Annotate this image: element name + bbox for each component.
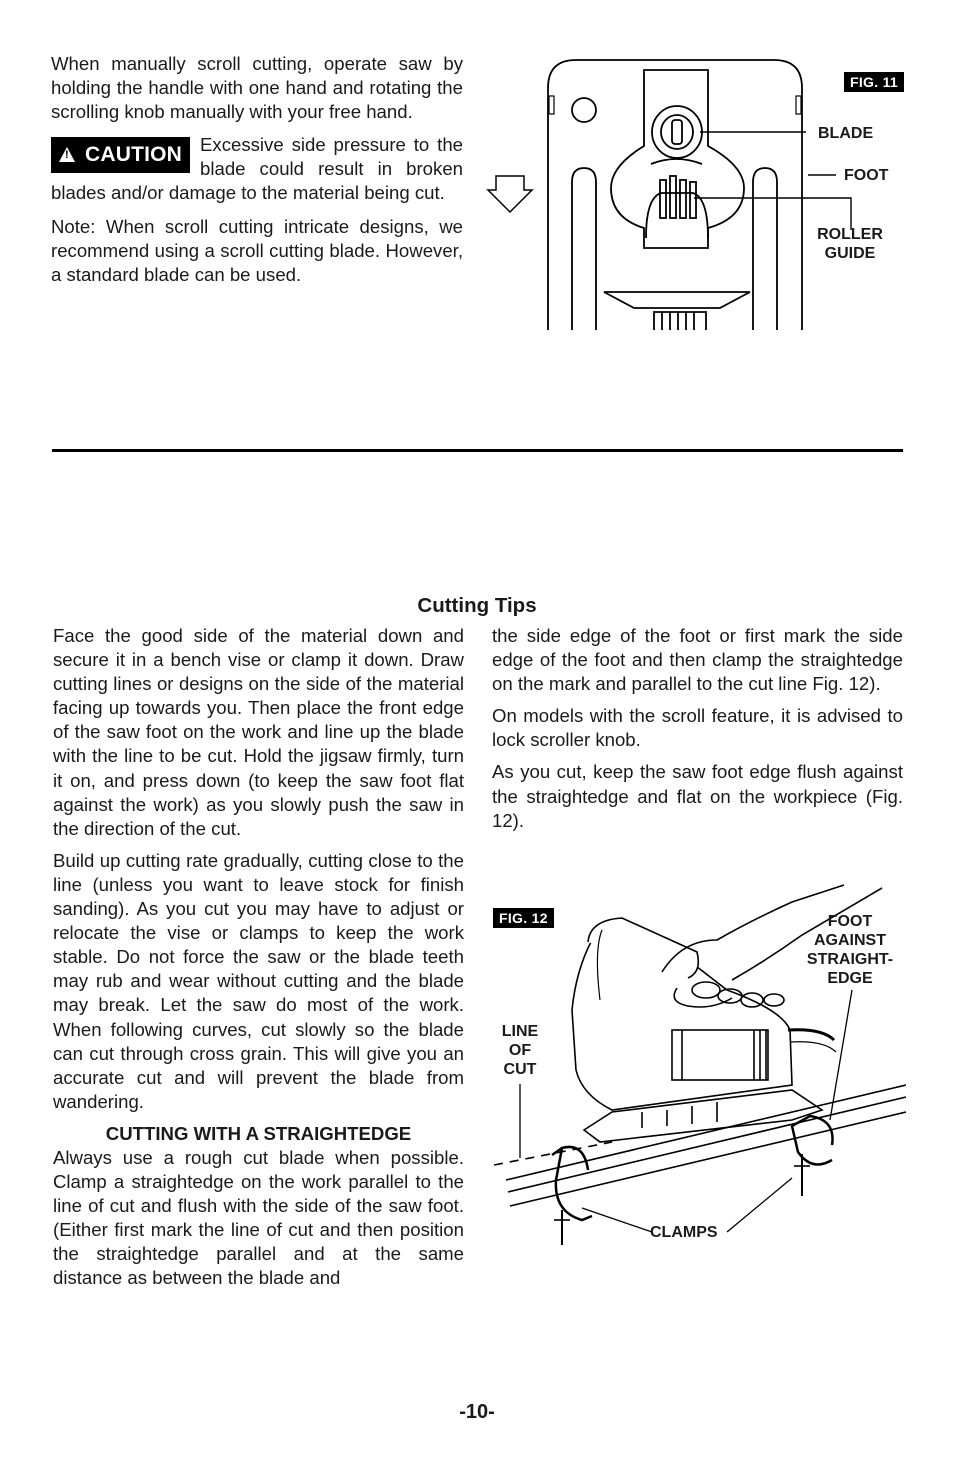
clamps-label: CLAMPS [650,1224,718,1241]
figure-12-tag: FIG. 12 [493,908,554,928]
warning-triangle-icon [59,147,75,162]
straightedge-subheading: CUTTING WITH A STRAIGHTEDGE [105,1122,412,1144]
scroll-feature-paragraph: On models with the scroll feature, it is advised to lock scroller knob. [492,705,903,751]
figure-11 [486,58,906,333]
foot-against-straightedge-label: FOOT AGAINST STRAIGHT- EDGE [806,913,894,987]
caution-text: Excessive side pressure to the blade could result in broken blades and/or damage to the material being cut. [51,134,463,204]
blade-label: BLADE [818,125,874,142]
scroll-cutting-paragraph: When manually scroll cutting, operate saw by holding the handle with one hand and rotating the scrolling knob manually with your free hand. [51,53,463,123]
cutting-tips-paragraph-2: Build up cutting rate gradually, cutting close to the line (unless you want to leave stock for finish sanding). As you cut you may have to adjust or relocate the vise or clamps to keep the work stable. Do not force the saw or the blade teeth may rub and wear without cutting and the blade may break. Let the saw do most of the work. When following curves, cut slowly so the blade can cut through cross grain. This will give you an accurate cut and will prevent the blade from wandering. [53,849,464,1112]
cutting-tips-paragraph-1: Face the good side of the material down and secure it in a bench vise or clamp it down. Draw cutting lines or designs on the side of the material facing up towards you. Then place the front edge of the saw foot on the work and line up the blade with the line to be cut. Hold the jigsaw firmly, turn it on, and press down (to keep the saw foot flat against the work) as you slowly push the saw in the direction of the cut. [53,625,464,839]
caution-notice [51,133,463,205]
section-divider [52,449,903,452]
figure-12 [492,880,906,1255]
straightedge-continued-paragraph: the side edge of the foot or first mark the side edge of the foot and then clamp the straightedge on the mark and parallel to the cut line Fig. 12). [492,625,903,695]
note-paragraph: Note: When scroll cutting intricate designs, we recommend using a scroll cutting blade. However, a standard blade can be used. [51,215,463,285]
foot-label: FOOT [844,167,889,184]
caution-label: CAUTION [84,143,183,167]
cutting-tips-heading: Cutting Tips [417,594,537,617]
straightedge-paragraph: Always use a rough cut blade when possible. Clamp a straightedge on the work parallel to the line of cut and flush with the side of the saw foot. (Either first mark the line of cut and then position the straightedge parallel and at the same distance as between the blade and [53,1146,464,1289]
line-of-cut-label: LINE OF CUT [501,1023,539,1078]
page-number: -10- [459,1401,495,1423]
cutting-tips-right-column [492,624,903,841]
top-text-block [51,52,463,296]
caution-badge [51,137,190,173]
figure-11-tag: FIG. 11 [844,72,904,92]
roller-guide-label: ROLLER GUIDE [817,226,883,262]
cutting-tips-left-column [53,624,464,1299]
figure-11-drawing [486,58,906,333]
flush-cut-paragraph: As you cut, keep the saw foot edge flush against the straightedge and flat on the workpiece (Fig. 12). [492,761,903,831]
